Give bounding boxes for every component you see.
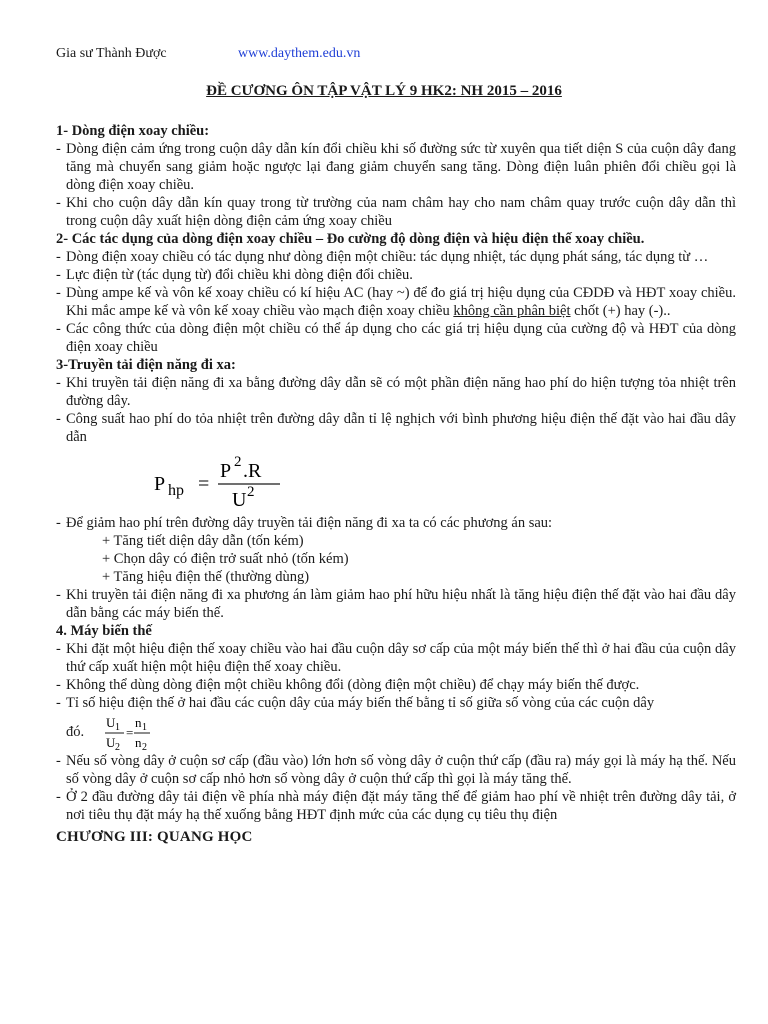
item-text: chốt (+) hay (-).. xyxy=(570,303,671,319)
option-item: + Tăng tiết diện dây dẫn (tốn kém) xyxy=(102,533,304,549)
section-2-item: - Dòng điện xoay chiều có tác dụng như dòng điện một chiều: tác dụng nhiệt, tác dụng phát sáng, tác dụng từ … xyxy=(56,248,736,266)
section-4-item: - Khi đặt một hiệu điện thế xoay chiều vào hai đầu cuộn dây sơ cấp của một máy biến thế thì ở hai đầu của cuộn dây thứ cấp xuất hiện một hiệu điện thế xoay chiều. xyxy=(56,640,736,676)
section-2-item xyxy=(56,284,736,320)
formula-num: P xyxy=(220,460,232,482)
section-2-heading: 2- Các tác dụng của dòng điện xoay chiều – Đo cường độ dòng điện và hiệu điện thế xoay chiều. xyxy=(56,231,645,247)
ratio-u1: U xyxy=(106,715,116,730)
ratio-label: đó. xyxy=(66,724,85,740)
document-title: ĐỀ CƯƠNG ÔN TẬP VẬT LÝ 9 HK2: NH 2015 – 2016 xyxy=(206,83,562,99)
page-header xyxy=(56,46,736,66)
section-1-item: - Dòng điện cảm ứng trong cuộn dây dẫn kín đổi chiều khi số đường sức từ xuyên qua tiết diện S của cuộn dây đang tăng mà chuyển sang giảm hoặc ngược lại đang giảm chuyển sang tăng. Dòng điện luân phiên đổi chiều gọi là dòng điện xoay chiều. xyxy=(56,140,736,194)
chapter-heading: CHƯƠNG III: QUANG HỌC xyxy=(56,829,253,845)
section-1-heading: 1- Dòng điện xoay chiều: xyxy=(56,123,210,139)
underlined-phrase: không cần phân biệt xyxy=(453,303,571,319)
section-4-item: - Tỉ số hiệu điện thế ở hai đầu các cuộn dây của máy biến thế bằng tỉ số giữa số vòng của các cuộn dây xyxy=(56,694,736,712)
item-text: Dùng ampe kế và vôn kế xoay chiều có kí hiệu AC (hay ~) để đo giá trị hiệu dụng của CĐDĐ và HĐT xoay chiều. Khi mắc ampe kế và vôn kế xoay chiều vào mạch điện xoay chiều xyxy=(66,285,736,319)
power-loss-formula-graphic xyxy=(146,446,346,514)
ratio-n2: n xyxy=(135,735,142,750)
ratio-u2: U xyxy=(106,735,116,750)
section-3-item: - Khi truyền tải điện năng đi xa phương án làm giảm hao phí hữu hiệu nhất là tăng hiệu điện thế đặt vào hai đầu dây dẫn bằng các máy biến thế. xyxy=(56,586,736,622)
section-2-item: - Lực điện từ (tác dụng từ) đổi chiều khi dòng điện đổi chiều. xyxy=(56,266,736,284)
option-item: + Chọn dây có điện trở suất nhỏ (tốn kém) xyxy=(102,551,349,567)
ratio-n2-sub: 2 xyxy=(142,742,147,752)
author-name: Gia sư Thành Được xyxy=(56,46,167,61)
ratio-n1: n xyxy=(135,715,142,730)
formula-lhs: P xyxy=(154,473,166,495)
website-link[interactable]: www.daythem.edu.vn xyxy=(238,46,361,61)
ratio-equals: = xyxy=(126,725,134,740)
section-3-item: - Khi truyền tải điện năng đi xa bằng đường dây dẫn sẽ có một phần điện năng hao phí do hiện tượng tỏa nhiệt trên đường dây. xyxy=(56,374,736,410)
ratio-u2-sub: 2 xyxy=(115,742,120,752)
formula-num-sup: 2 xyxy=(234,454,242,470)
transformer-ratio xyxy=(56,712,736,752)
ratio-n1-sub: 1 xyxy=(142,722,147,733)
formula-lhs-sub: hp xyxy=(168,482,184,499)
section-3-heading: 3-Truyền tải điện năng đi xa: xyxy=(56,357,236,373)
transformer-ratio-formula xyxy=(104,712,164,752)
formula-den-sup: 2 xyxy=(247,484,255,500)
formula-equals: = xyxy=(198,473,210,495)
formula-den: U xyxy=(232,489,247,511)
section-4-item: - Nếu số vòng dây ở cuộn sơ cấp (đầu vào) lớn hơn số vòng dây ở cuộn thứ cấp (đầu ra) máy gọi là máy hạ thế. Nếu số vòng dây ở cuộn sơ cấp nhỏ hơn số vòng dây ở cuộn thứ cấp thì gọi là máy tăng thế. xyxy=(56,752,736,788)
section-4-heading: 4. Máy biến thế xyxy=(56,623,152,639)
section-3-item: - Công suất hao phí do tỏa nhiệt trên đường dây dẫn tỉ lệ nghịch với bình phương hiệu điện thế đặt vào hai đầu dây dẫn xyxy=(56,410,736,446)
document-body xyxy=(56,122,736,861)
section-4-item: - Ở 2 đầu đường dây tải điện về phía nhà máy điện đặt máy tăng thế để giảm hao phí về nhiệt trên đường dây tải, ở nơi tiêu thụ đặt máy hạ thế xuống bằng HĐT định mức của các dụng cụ tiêu thụ điện xyxy=(56,788,736,824)
option-item: + Tăng hiệu điện thế (thường dùng) xyxy=(102,569,310,585)
section-2-item: - Các công thức của dòng điện một chiều có thể áp dụng cho các giá trị hiệu dụng của cường độ và HĐT của dòng điện xoay chiều xyxy=(56,320,736,356)
section-3-item: - Để giảm hao phí trên đường dây truyền tải điện năng đi xa ta có các phương án sau: xyxy=(56,514,736,532)
power-loss-formula xyxy=(56,446,736,514)
section-4-item: - Không thể dùng dòng điện một chiều không đổi (dòng điện một chiều) để chạy máy biến thế được. xyxy=(56,676,736,694)
formula-num-rest: .R xyxy=(243,460,262,482)
section-1-item: - Khi cho cuộn dây dẫn kín quay trong từ trường của nam châm hay cho nam châm quay trước cuộn dây dẫn thì trong cuộn dây xuất hiện dòng điện cảm ứng xoay chiều xyxy=(56,194,736,230)
ratio-u1-sub: 1 xyxy=(115,722,120,733)
